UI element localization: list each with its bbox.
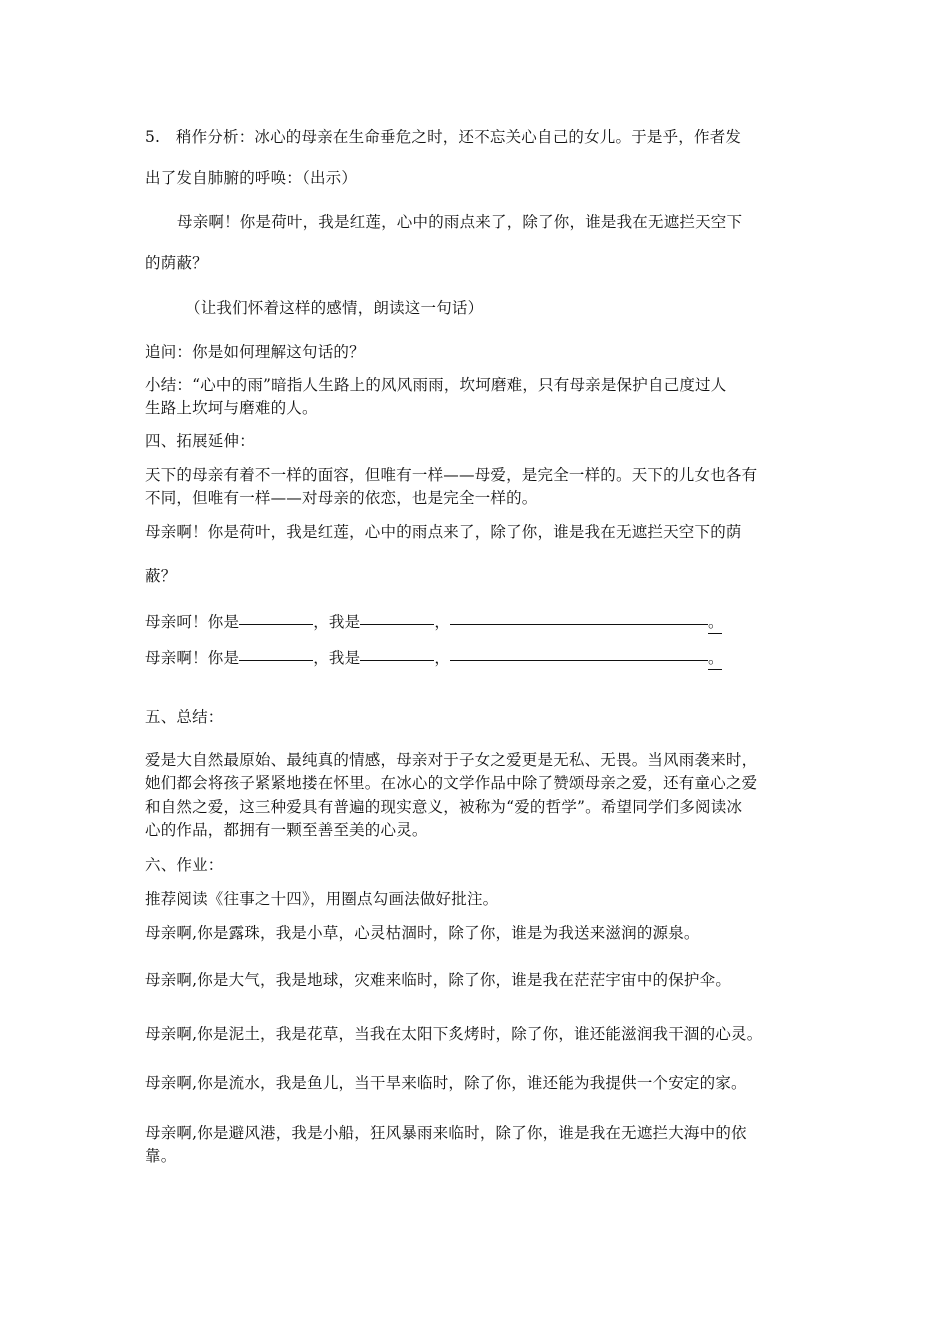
quote1-line2: 的荫蔽？ — [145, 254, 208, 272]
section4-quote-line2: 蔽？ — [145, 567, 177, 585]
fill-blank-2c[interactable] — [450, 643, 708, 661]
section5-line1: 爱是大自然最原始、最纯真的情感，母亲对于子女之爱更是无私、无畏。当风雨袭来时， — [145, 751, 758, 769]
section4-para-line2: 不同，但唯有一样——对母亲的依恋，也是完全一样的。 — [145, 489, 538, 507]
fill-blank-1c[interactable] — [450, 607, 708, 625]
fill-blank-2a[interactable] — [239, 643, 313, 661]
fill-row-2-comma: ， — [434, 649, 451, 667]
section5-line3: 和自然之爱，这三种爱具有普遍的现实意义，被称为“爱的哲学”。希望同学们多阅读冰 — [145, 798, 743, 816]
example-line-1: 母亲啊,你是露珠，我是小草，心灵枯涸时，除了你，谁是为我送来滋润的源泉。 — [145, 924, 700, 942]
fill-row-1-mid: ，我是 — [313, 613, 361, 631]
example-line-4: 母亲啊,你是流水，我是鱼儿，当干旱来临时，除了你，谁还能为我提供一个安定的家。 — [145, 1074, 747, 1092]
fill-row-1 — [145, 609, 722, 634]
summary-line1: 小结：“心中的雨”暗指人生路上的风风雨雨，坎坷磨难，只有母亲是保护自己度过人 — [145, 376, 727, 394]
section4-heading: 四、拓展延伸： — [145, 432, 255, 450]
example-line-5: 母亲啊,你是避风港，我是小船，狂风暴雨来临时，除了你，谁是我在无遮拦大海中的依 — [145, 1124, 747, 1142]
section5-heading: 五、总结： — [145, 708, 224, 726]
fill-row-1-prefix: 母亲呵！你是 — [145, 613, 240, 631]
section6-task: 推荐阅读《往事之十四》，用圈点勾画法做好批注。 — [145, 890, 499, 908]
example-line-2: 母亲啊,你是大气，我是地球，灾难来临时，除了你，谁是我在茫茫宇宙中的保护伞。 — [145, 971, 732, 989]
summary-line2: 生路上坎坷与磨难的人。 — [145, 399, 318, 417]
item5-line1: 5. 稍作分析：冰心的母亲在生命垂危之时，还不忘关心自己的女儿。于是乎，作者发 — [145, 128, 742, 146]
fill-row-2 — [145, 645, 722, 670]
fill-blank-2b[interactable] — [360, 643, 434, 661]
example-line-3: 母亲啊,你是泥土，我是花草，当我在太阳下炙烤时，除了你，谁还能滋润我干涸的心灵。 — [145, 1025, 763, 1043]
section4-quote-line1: 母亲啊！你是荷叶，我是红莲，心中的雨点来了，除了你，谁是我在无遮拦天空下的荫 — [145, 523, 742, 541]
fill-row-2-end: 。 — [708, 648, 722, 670]
fill-row-1-end: 。 — [708, 612, 722, 634]
fill-blank-1b[interactable] — [360, 607, 434, 625]
fill-row-2-prefix: 母亲啊！你是 — [145, 649, 240, 667]
question: 追问：你是如何理解这句话的？ — [145, 343, 365, 361]
quote1-line1: 母亲啊！你是荷叶，我是红莲，心中的雨点来了，除了你，谁是我在无遮拦天空下 — [177, 213, 743, 231]
fill-row-2-mid: ，我是 — [313, 649, 361, 667]
example-line-5-continuation: 靠。 — [145, 1147, 177, 1165]
section5-line4: 心的作品，都拥有一颗至善至美的心灵。 — [145, 821, 428, 839]
item5-line2: 出了发自肺腑的呼唤：（出示） — [145, 169, 358, 187]
section6-heading: 六、作业： — [145, 856, 224, 874]
fill-row-1-comma: ， — [434, 613, 451, 631]
section5-line2: 她们都会将孩子紧紧地搂在怀里。在冰心的文学作品中除了赞颂母亲之爱，还有童心之爱 — [145, 774, 758, 792]
section4-para-line1: 天下的母亲有着不一样的面容，但唯有一样——母爱，是完全一样的。天下的儿女也各有 — [145, 466, 758, 484]
fill-blank-1a[interactable] — [239, 607, 313, 625]
read-instruction: （让我们怀着这样的感情，朗读这一句话） — [185, 299, 484, 317]
